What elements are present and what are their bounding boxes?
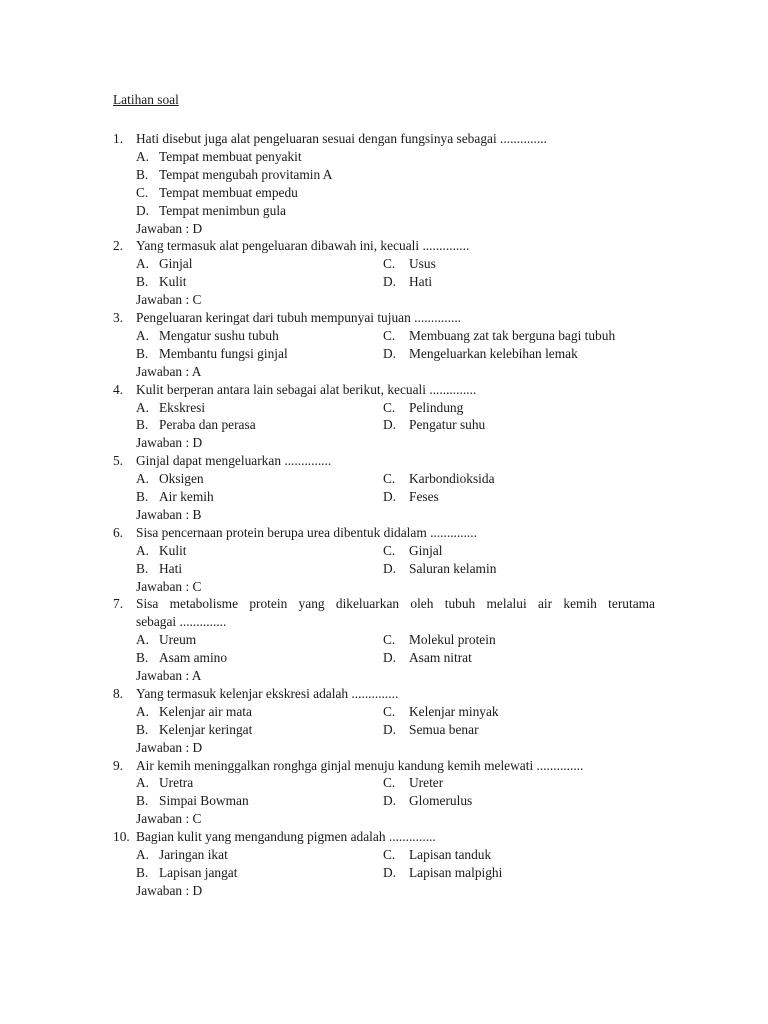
option-letter: A. xyxy=(136,256,150,272)
question-number: 9. xyxy=(113,757,124,773)
option-letter: D. xyxy=(383,650,397,666)
option-text: Simpai Bowman xyxy=(159,793,249,809)
question-text: Ginjal dapat mengeluarkan .............. xyxy=(136,453,332,469)
option-text: Uretra xyxy=(159,775,194,791)
option-text: Asam amino xyxy=(159,650,228,666)
option-text: Membuang zat tak berguna bagi tubuh xyxy=(409,327,616,343)
answer-key: Jawaban : C xyxy=(136,578,202,594)
option-text: Hati xyxy=(159,560,183,576)
answer-key: Jawaban : A xyxy=(136,668,202,683)
answer-key: Jawaban : A xyxy=(136,363,202,379)
option-text: Jaringan ikat xyxy=(159,847,228,862)
answer-key: Jawaban : C xyxy=(136,811,202,827)
option-text: Ureum xyxy=(159,632,197,648)
option-letter: C. xyxy=(383,471,396,487)
option-text: Tempat membuat empedu xyxy=(159,184,298,200)
question-text: Yang termasuk alat pengeluaran dibawah ini, kecuali .............. xyxy=(136,238,470,254)
page-title: Latihan soal xyxy=(113,92,179,107)
question-number: 2. xyxy=(113,238,124,254)
answer-key: Jawaban : D xyxy=(136,435,203,451)
option-text: Ureter xyxy=(409,775,444,791)
option-letter: D. xyxy=(383,417,397,433)
option-letter: B. xyxy=(136,489,149,504)
option-letter: D. xyxy=(383,274,397,290)
option-text: Lapisan malpighi xyxy=(409,864,503,880)
option-letter: A. xyxy=(136,542,150,558)
question-number: 4. xyxy=(113,381,124,397)
option-letter: B. xyxy=(136,793,149,809)
question-text: Sisa pencernaan protein berupa urea dibentuk didalam .............. xyxy=(136,524,477,540)
option-text: Saluran kelamin xyxy=(409,560,497,576)
option-letter: D. xyxy=(383,721,397,737)
answer-key: Jawaban : C xyxy=(136,292,202,308)
option-letter: B. xyxy=(136,345,149,361)
answer-key: Jawaban : B xyxy=(136,506,202,522)
answer-key: Jawaban : D xyxy=(136,739,203,755)
option-letter: C. xyxy=(383,327,396,343)
option-text: Kelenjar minyak xyxy=(409,703,499,719)
option-text: Hati xyxy=(409,274,433,290)
option-text: Membantu fungsi ginjal xyxy=(159,345,288,361)
option-letter: C. xyxy=(383,632,396,648)
answer-key: Jawaban : D xyxy=(136,220,203,236)
option-text: Air kemih xyxy=(159,489,214,504)
question-text: Pengeluaran keringat dari tubuh mempunyai tujuan .............. xyxy=(136,310,462,325)
option-text: Asam nitrat xyxy=(409,650,472,666)
option-text: Ekskresi xyxy=(159,399,206,415)
question-number: 1. xyxy=(113,131,124,146)
option-letter: A. xyxy=(136,471,150,487)
question-text: Hati disebut juga alat pengeluaran sesuai dengan fungsinya sebagai .............. xyxy=(136,131,547,146)
option-text: Peraba dan perasa xyxy=(159,417,256,433)
question-text: Kulit berperan antara lain sebagai alat berikut, kecuali .............. xyxy=(136,381,477,397)
option-text: Tempat menimbun gula xyxy=(159,202,286,218)
option-text: Kelenjar air mata xyxy=(159,703,252,719)
option-text: Usus xyxy=(409,256,436,272)
question-number: 5. xyxy=(113,453,124,469)
option-letter: B. xyxy=(136,721,149,737)
option-text: Lapisan tanduk xyxy=(409,847,492,862)
option-letter: B. xyxy=(136,864,149,880)
question-text: Air kemih meninggalkan ronghga ginjal menuju kandung kemih melewati .............. xyxy=(136,757,584,773)
option-letter: B. xyxy=(136,166,149,182)
option-text: Mengeluarkan kelebihan lemak xyxy=(409,345,578,361)
option-letter: D. xyxy=(383,864,397,880)
option-text: Mengatur sushu tubuh xyxy=(159,327,279,343)
option-text: Kelenjar keringat xyxy=(159,721,253,737)
option-text: Pelindung xyxy=(409,399,464,415)
option-letter: D. xyxy=(383,489,397,504)
option-letter: A. xyxy=(136,775,150,791)
question-number: 3. xyxy=(113,310,124,325)
option-letter: C. xyxy=(383,256,396,272)
question-text-continued: sebagai .............. xyxy=(136,614,227,630)
question-number: 8. xyxy=(113,685,124,701)
option-text: Ginjal xyxy=(409,542,443,558)
question-number: 10. xyxy=(113,829,130,845)
option-text: Tempat membuat penyakit xyxy=(159,148,302,164)
option-letter: D. xyxy=(383,345,397,361)
option-letter: A. xyxy=(136,148,150,164)
option-letter: A. xyxy=(136,703,150,719)
option-text: Feses xyxy=(409,489,439,504)
option-letter: B. xyxy=(136,274,149,290)
option-text: Tempat mengubah provitamin A xyxy=(159,166,333,182)
question-number: 6. xyxy=(113,524,124,540)
option-text: Pengatur suhu xyxy=(409,417,486,433)
option-letter: A. xyxy=(136,327,150,343)
option-letter: C. xyxy=(383,775,396,791)
option-letter: B. xyxy=(136,417,149,433)
option-text: Kulit xyxy=(159,274,187,290)
option-text: Molekul protein xyxy=(409,632,496,648)
option-letter: C. xyxy=(383,703,396,719)
option-text: Lapisan jangat xyxy=(159,864,238,880)
option-letter: D. xyxy=(383,560,397,576)
option-letter: A. xyxy=(136,632,150,648)
option-letter: D. xyxy=(136,202,150,218)
question-text: Sisa metabolisme protein yang dikeluarkan oleh tubuh melalui air kemih terutama xyxy=(136,596,655,612)
question-number: 7. xyxy=(113,596,124,612)
option-letter: A. xyxy=(136,399,150,415)
option-letter: C. xyxy=(136,184,149,200)
option-letter: C. xyxy=(383,399,396,415)
option-text: Kulit xyxy=(159,542,187,558)
option-letter: C. xyxy=(383,847,396,862)
question-text: Yang termasuk kelenjar ekskresi adalah .............. xyxy=(136,685,399,701)
option-letter: D. xyxy=(383,793,397,809)
option-text: Semua benar xyxy=(409,721,479,737)
option-letter: A. xyxy=(136,847,150,862)
option-text: Glomerulus xyxy=(409,793,473,809)
question-text: Bagian kulit yang mengandung pigmen adalah .............. xyxy=(136,829,436,845)
option-letter: C. xyxy=(383,542,396,558)
option-text: Ginjal xyxy=(159,256,193,272)
option-text: Oksigen xyxy=(159,471,204,487)
option-letter: B. xyxy=(136,650,149,666)
answer-key: Jawaban : D xyxy=(136,882,203,898)
option-text: Karbondioksida xyxy=(409,471,495,487)
option-letter: B. xyxy=(136,560,149,576)
